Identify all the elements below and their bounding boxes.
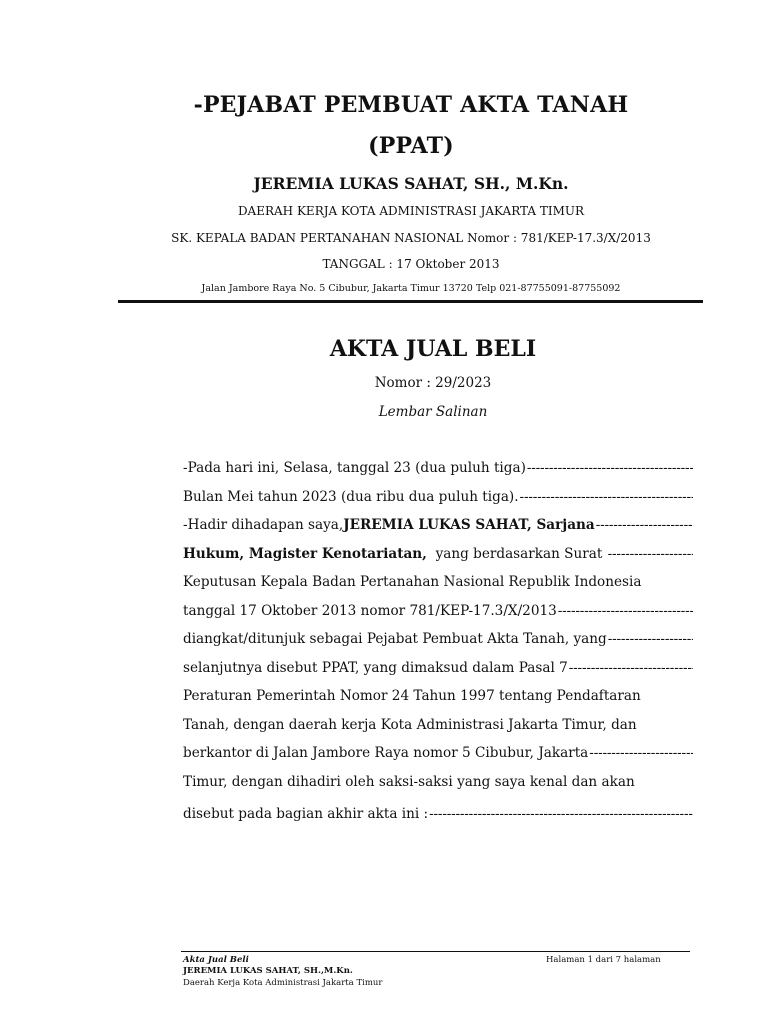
footer-divider bbox=[181, 951, 690, 952]
body-line: Keputusan Kepala Badan Pertanahan Nasional Republik Indonesia bbox=[183, 574, 642, 590]
copy-label: Lembar Salinan bbox=[378, 404, 488, 420]
body-line: selanjutnya disebut PPAT, yang dimaksud dalam Pasal 7 ----- bbox=[183, 657, 693, 679]
body-line: Timur, dengan dihadiri oleh saksi-saksi yang saya kenal dan akan bbox=[183, 774, 635, 790]
footer-page-info: Halaman 1 dari 7 halaman bbox=[546, 955, 661, 965]
office-address: Jalan Jambore Raya No. 5 Cibubur, Jakarta Timur 13720 Telp 021-87755091-87755092 bbox=[201, 283, 621, 294]
body-line: -Hadir dihadapan saya, JEREMIA LUKAS SAHAT, Sarjana ----- bbox=[183, 514, 693, 536]
letterhead-title: -PEJABAT PEMBUAT AKTA TANAH bbox=[193, 92, 629, 118]
body-line: berkantor di Jalan Jambore Raya nomor 5 Cibubur, Jakarta ----- bbox=[183, 742, 693, 764]
decree-number: SK. KEPALA BADAN PERTANAHAN NASIONAL Nomor : 781/KEP-17.3/X/2013 bbox=[171, 231, 651, 245]
body-line: diangkat/ditunjuk sebagai Pejabat Pembuat Akta Tanah, yang ----- bbox=[183, 628, 693, 650]
body-line: disebut pada bagian akhir akta ini : ----- bbox=[183, 803, 693, 825]
footer-doc-name: Akta Jual Beli bbox=[183, 955, 249, 965]
document-title: AKTA JUAL BELI bbox=[329, 336, 537, 362]
letterhead-subtitle: (PPAT) bbox=[368, 133, 454, 159]
body-line: -Pada hari ini, Selasa, tanggal 23 (dua puluh tiga) ----- bbox=[183, 457, 693, 479]
work-area: DAERAH KERJA KOTA ADMINISTRASI JAKARTA TIMUR bbox=[237, 204, 585, 218]
body-line: Hukum, Magister Kenotariatan, yang berdasarkan Surat ----- bbox=[183, 543, 693, 565]
footer-ppat-name: JEREMIA LUKAS SAHAT, SH.,M.Kn. bbox=[183, 966, 353, 976]
footer-work-area: Daerah Kerja Kota Administrasi Jakarta Timur bbox=[183, 978, 383, 988]
body-line: Tanah, dengan daerah kerja Kota Administrasi Jakarta Timur, dan bbox=[183, 717, 637, 733]
body-line: tanggal 17 Oktober 2013 nomor 781/KEP-17.3/X/2013 ----- bbox=[183, 600, 693, 622]
ppat-name: JEREMIA LUKAS SAHAT, SH., M.Kn. bbox=[253, 174, 569, 193]
body-line: Bulan Mei tahun 2023 (dua ribu dua puluh tiga). ----- bbox=[183, 486, 693, 508]
decree-date: TANGGAL : 17 Oktober 2013 bbox=[322, 257, 500, 271]
document-number: Nomor : 29/2023 bbox=[374, 375, 492, 391]
body-line: Peraturan Pemerintah Nomor 24 Tahun 1997 tentang Pendaftaran bbox=[183, 688, 641, 704]
letterhead-divider bbox=[118, 300, 703, 303]
